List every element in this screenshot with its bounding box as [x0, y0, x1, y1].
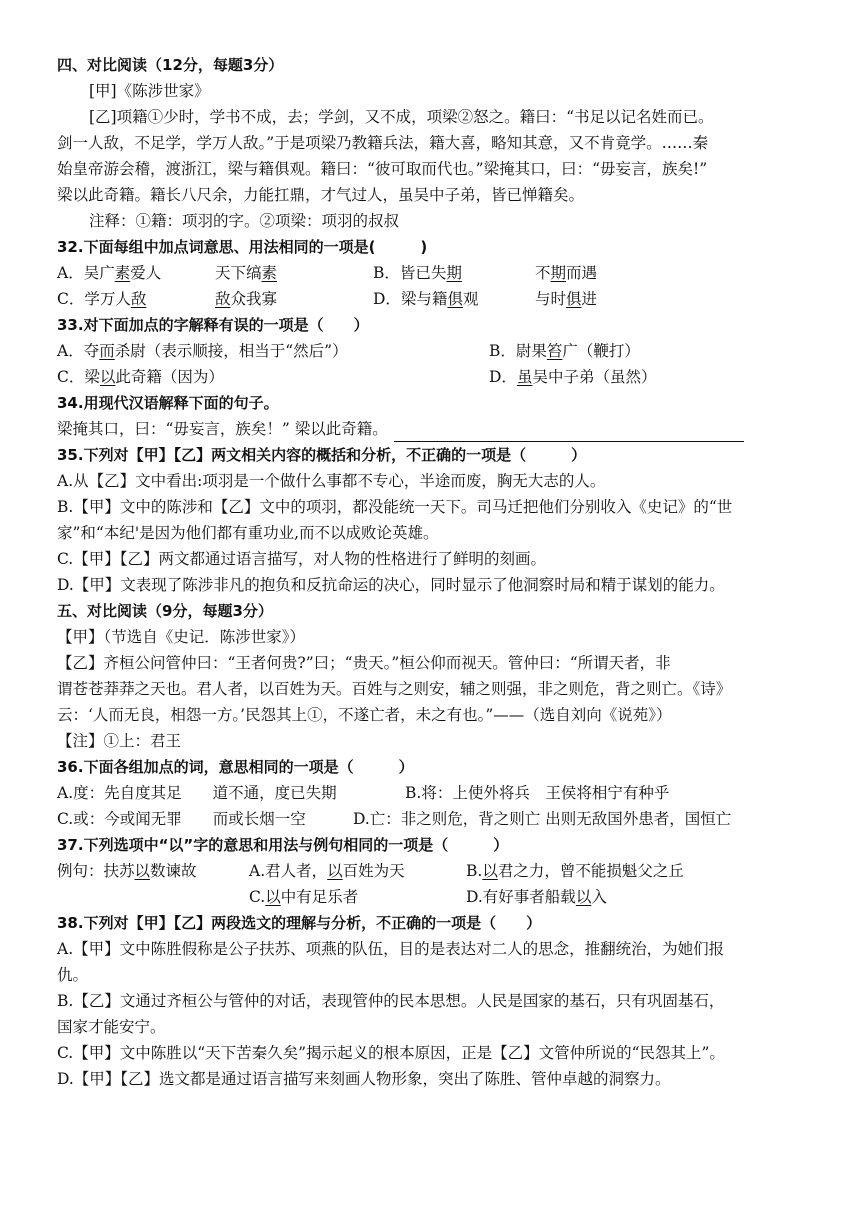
section4-passage-yi-line: 梁以此奇籍。籍长八尺余，力能扛鼎，才气过人，虽吴中子弟，皆已惮籍矣。	[57, 186, 585, 204]
section5-passage-jia: 【甲】（节选自《史记．陈涉世家》）	[57, 628, 306, 646]
q36-option-a[interactable]: A.度：先自度其足 道不通，度已失期	[57, 784, 337, 802]
worksheet-page	[57, 52, 809, 1092]
q32-options-row-2	[57, 286, 809, 312]
q36-option-b[interactable]: B.将：上使外将兵 王侯将相宁有种乎	[405, 784, 670, 802]
section4-title: 四、对比阅读（12分，每题3分）	[57, 56, 284, 74]
q38-stem: 38.下列对【甲】【乙】两段选文的理解与分析，不正确的一项是（ ）	[57, 914, 542, 932]
q36-options-row-1	[57, 780, 809, 806]
q37-example: 例句：扶苏以数谏故	[57, 862, 197, 880]
q38-option-d[interactable]: D.【甲】【乙】选文都是通过语言描写来刻画人物形象，突出了陈胜、管仲卓越的洞察力。	[57, 1070, 671, 1088]
q37-option-c[interactable]: C.以中有足乐者	[249, 888, 359, 906]
section5-passage-yi-line: 云：‘人而无良，相怨一方。’民怨其上①，不遂亡者，未之有也。”——（选自刘向《说苑》）	[57, 706, 672, 724]
q35-option-b-cont: 家”和“本纪'是因为他们都有重功业,而不以成败论英雄。	[57, 524, 439, 542]
section5-passage-yi-line: 谓苍苍莽莽之天也。君人者，以百姓为天。百姓与之则安，辅之则强，非之则危，背之则亡。《诗》	[57, 680, 732, 698]
section4-passage-yi-line: [乙]项籍①少时，学书不成，去；学剑，又不成，项梁②怒之。籍曰：“书足以记名姓而已。	[89, 108, 714, 126]
q35-stem: 35.下列对【甲】【乙】两文相关内容的概括和分析，不正确的一项是（ ）	[57, 446, 587, 464]
section4-passage-yi-line: 剑一人敌，不足学，学万人敌。”于是项梁乃教籍兵法，籍大喜，略知其意，又不肯竟学。……秦	[57, 134, 709, 152]
q34-sentence-row	[57, 416, 809, 442]
q37-option-a[interactable]: A.君人者，以百姓为天	[249, 862, 405, 880]
q34-stem: 34.用现代汉语解释下面的句子。	[57, 394, 279, 412]
q33-stem: 33.对下面加点的字解释有误的一项是（ ）	[57, 316, 369, 334]
q33-option-d[interactable]: D．虽吴中子弟（虽然）	[489, 368, 657, 386]
q34-answer-blank[interactable]	[394, 423, 744, 442]
q35-option-a[interactable]: A.从【乙】文中看出:项羽是一个做什么事都不专心，半途而废，胸无大志的人。	[57, 472, 606, 490]
q35-option-d[interactable]: D.【甲】文表现了陈涉非凡的抱负和反抗命运的决心，同时显示了他洞察时局和精于谋划的能力。	[57, 576, 725, 594]
q32-option-d[interactable]: D．梁与籍俱观 与时俱进	[373, 290, 598, 308]
q37-option-d[interactable]: D.有好事者船载以入	[466, 888, 607, 906]
q34-sentence: 梁掩其口，曰：“毋妄言，族矣！” 梁以此奇籍。	[57, 420, 388, 438]
section4-note: 注释：①籍：项羽的字。②项梁：项羽的叔叔	[89, 212, 400, 230]
q33-option-a[interactable]: A．夺而杀尉（表示顺接，相当于“然后”）	[57, 342, 348, 360]
q38-option-a[interactable]: A.【甲】文中陈胜假称是公子扶苏、项燕的队伍，目的是表达对二人的思念，推翻统治，为她们报	[57, 940, 725, 958]
q35-option-c[interactable]: C.【甲】【乙】两文都通过语言描写，对人物的性格进行了鲜明的刻画。	[57, 550, 546, 568]
section4-passage-jia: [甲]《陈涉世家》	[89, 82, 210, 100]
q36-stem: 36.下面各组加点的词，意思相同的一项是（ ）	[57, 758, 414, 776]
section5-passage-yi-line: 【乙】齐桓公问管仲曰：“王者何贵?”曰；“贵天。”桓公仰而视天。管仲曰：“所谓天者，非	[57, 654, 671, 672]
section5-title: 五、对比阅读（9分，每题3分）	[57, 602, 273, 620]
q33-options-row-1	[57, 338, 809, 364]
q35-option-b[interactable]: B.【甲】文中的陈涉和【乙】文中的项羽，都没能统一天下。司马迁把他们分别收入《史记》的“世	[57, 498, 733, 516]
section5-note: 【注】①上：君王	[57, 732, 182, 750]
section4-passage-yi-line: 始皇帝游会稽，渡浙江，梁与籍俱观。籍曰：“彼可取而代也。”梁掩其口，曰：“毋妄言，族矣!”	[57, 160, 708, 178]
q32-options-row-1	[57, 260, 809, 286]
q36-option-c[interactable]: C.或：今或闻无罪 而或长烟一空	[57, 810, 306, 828]
q36-option-d[interactable]: D.亡：非之则危，背之则亡 出则无敌国外患者，国恒亡	[353, 810, 732, 828]
q33-option-b[interactable]: B．尉果笞广（鞭打）	[489, 342, 640, 360]
q37-stem: 37.下列选项中“以”字的意思和用法与例句相同的一项是（ ）	[57, 836, 509, 854]
q38-option-b-cont: 国家才能安宁。	[57, 1018, 166, 1036]
q38-option-c[interactable]: C.【甲】文中陈胜以“天下苦秦久矣”揭示起义的根本原因，正是【乙】文管仲所说的“民怨其上”。	[57, 1044, 725, 1062]
q32-option-a[interactable]: A．吴广素爱人 天下缟素	[57, 264, 278, 282]
q38-option-a-cont: 仇。	[57, 966, 89, 984]
q32-option-b[interactable]: B．皆已失期 不期而遇	[373, 264, 598, 282]
q32-stem: 32.下面每组中加点词意思、用法相同的一项是( )	[57, 238, 428, 256]
q32-option-c[interactable]: C．学万人敌 敌众我寡	[57, 290, 278, 308]
q36-options-row-2	[57, 806, 809, 832]
q33-option-c[interactable]: C．梁以此奇籍（因为）	[57, 368, 224, 386]
q33-options-row-2	[57, 364, 809, 390]
q37-option-b[interactable]: B.以君之力，曾不能损魁父之丘	[466, 862, 684, 880]
q37-example-row	[57, 858, 809, 884]
q38-option-b[interactable]: B.【乙】文通过齐桓公与管仲的对话，表现管仲的民本思想。人民是国家的基石，只有巩固基石，	[57, 992, 725, 1010]
q37-options-row-2	[57, 884, 809, 910]
